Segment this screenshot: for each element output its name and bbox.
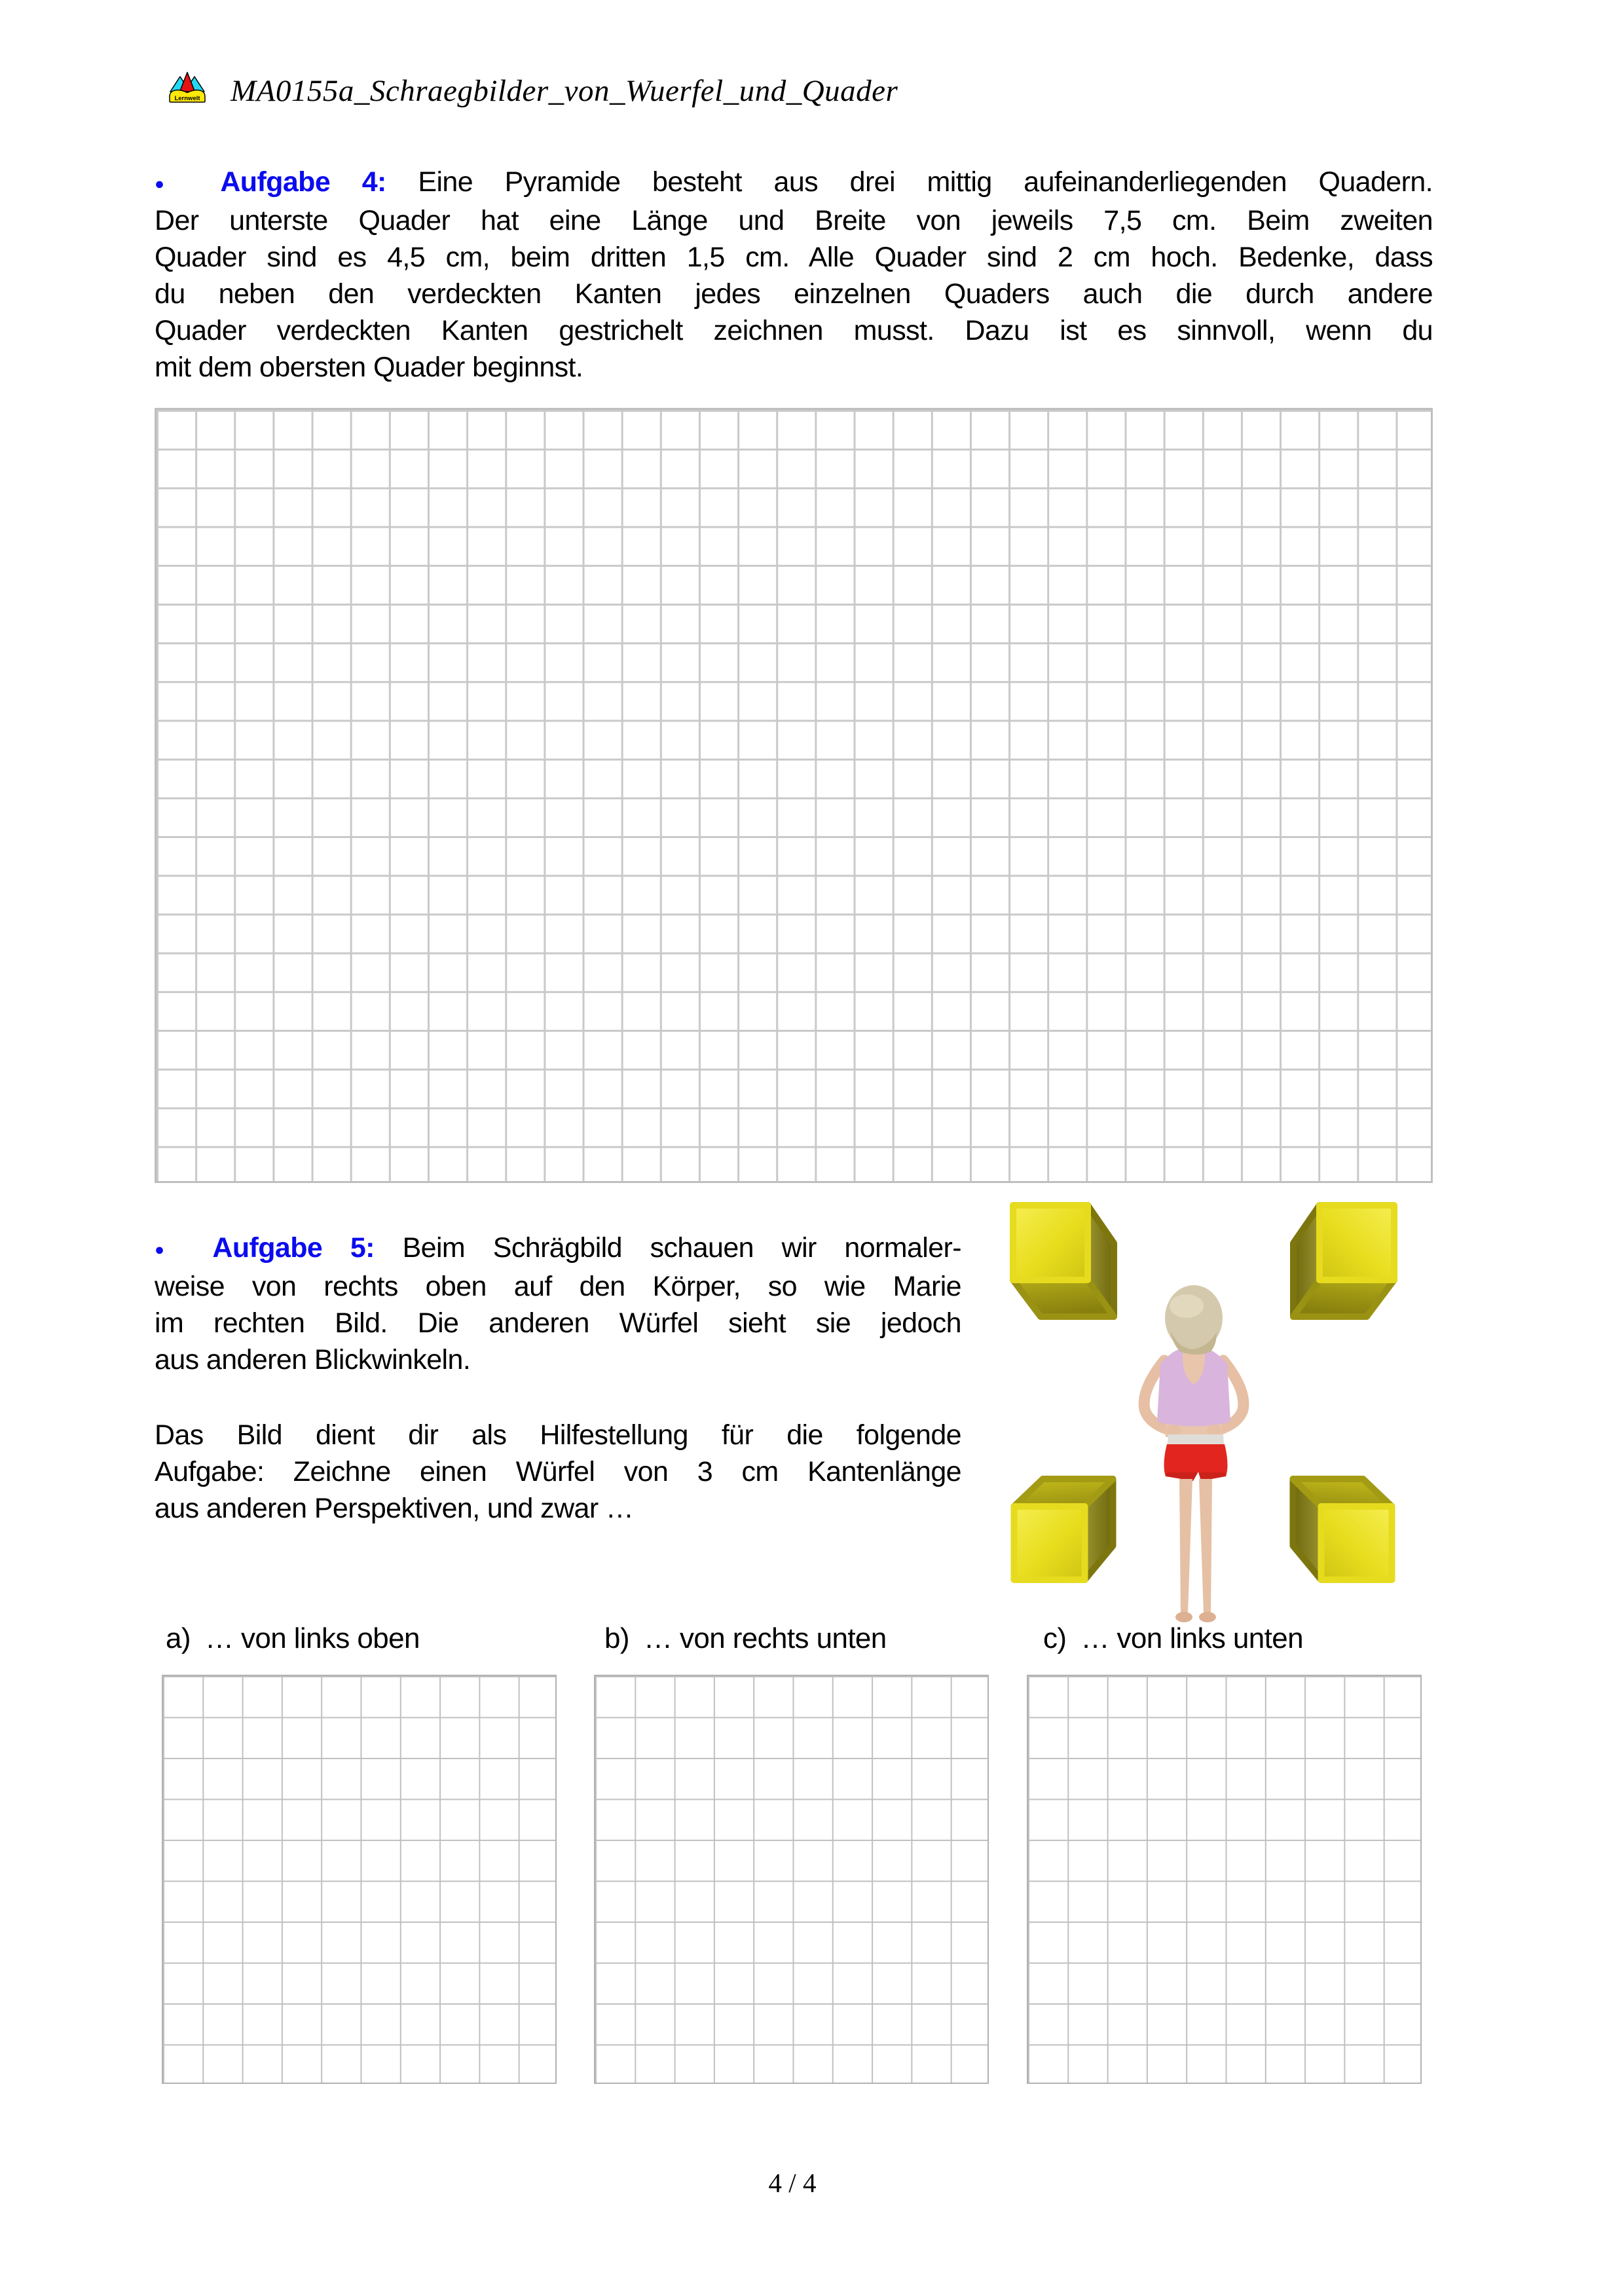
gold-cube-bottom-left-icon [1008, 1472, 1118, 1585]
task5-lines-2 [155, 1417, 961, 1490]
subtask-text: … von links unten [1080, 1622, 1303, 1654]
drawing-grid-a [162, 1675, 557, 2084]
task4-label: Aufgabe 4: [220, 166, 386, 198]
task4-line: Quader verdeckten Kanten gestrichelt zeichnen musst. Dazu ist es sinnvoll, wenn du [155, 315, 1433, 347]
task4-text: Eine Pyramide besteht aus drei mittig aufeinanderliegenden Quadern. [418, 166, 1433, 198]
task5-line: Aufgabe: Zeichne einen Würfel von 3 cm Kantenlänge [155, 1456, 961, 1487]
drawing-grid-c [1027, 1675, 1422, 2084]
subtask-key: c) [1043, 1622, 1067, 1654]
drawing-grid-large [155, 408, 1433, 1183]
subtask-text: … von rechts unten [643, 1622, 887, 1654]
bullet-icon: ● [155, 175, 189, 194]
task5-line: weise von rechts oben auf den Körper, so wie Marie [155, 1271, 961, 1303]
subtask-text: … von links oben [204, 1622, 420, 1654]
task5-paragraph-2 [155, 1417, 961, 1527]
page-number: 4 / 4 [768, 2168, 817, 2198]
task4-line-first [155, 164, 1433, 202]
task5-line: im rechten Bild. Die anderen Würfel sieht sie jedoch [155, 1307, 961, 1339]
subtask-label-c [1043, 1622, 1303, 1655]
gold-cube-top-left-icon [1007, 1200, 1120, 1323]
task5-lines-1 [155, 1268, 961, 1341]
task4-line: Der unterste Quader hat eine Länge und Breite von jeweils 7,5 cm. Beim zweiten [155, 205, 1433, 237]
drawing-grid-b [594, 1675, 989, 2084]
subtask-key: b) [604, 1622, 629, 1654]
lernwelt-logo-icon [168, 69, 207, 105]
task5-line-first [155, 1230, 961, 1268]
document-title: MA0155a_Schraegbilder_von_Wuerfel_und_Quader [231, 74, 898, 108]
task4-line: du neben den verdeckten Kanten jedes einzelnen Quaders auch die durch andere [155, 278, 1433, 310]
task4-lines [155, 202, 1433, 349]
task5-p2-last: aus anderen Perspektiven, und zwar … [155, 1493, 634, 1524]
perspective-helper-figure [1003, 1196, 1449, 1625]
gold-cube-top-right-icon [1287, 1200, 1400, 1323]
task4-line-last: mit dem obersten Quader beginnst. [155, 352, 583, 384]
task5-line: Das Bild dient dir als Hilfestellung für die folgende [155, 1419, 961, 1451]
task5-text: Beim Schrägbild schauen wir normaler- [402, 1232, 961, 1264]
subtask-label-b [604, 1622, 887, 1655]
bullet-icon: ● [155, 1241, 185, 1260]
marie-figure [1118, 1285, 1269, 1626]
task5-paragraph-1 [155, 1230, 961, 1378]
subtask-label-a [166, 1622, 420, 1655]
task5-label: Aufgabe 5: [212, 1232, 375, 1264]
subtask-key: a) [166, 1622, 191, 1654]
task4-paragraph [155, 164, 1433, 386]
task5-p1-last: aus anderen Blickwinkeln. [155, 1344, 471, 1376]
logo-text: Lernwelt [174, 95, 200, 102]
task4-line: Quader sind es 4,5 cm, beim dritten 1,5 cm. Alle Quader sind 2 cm hoch. Bedenke, dass [155, 242, 1433, 274]
gold-cube-bottom-right-icon [1287, 1472, 1397, 1585]
